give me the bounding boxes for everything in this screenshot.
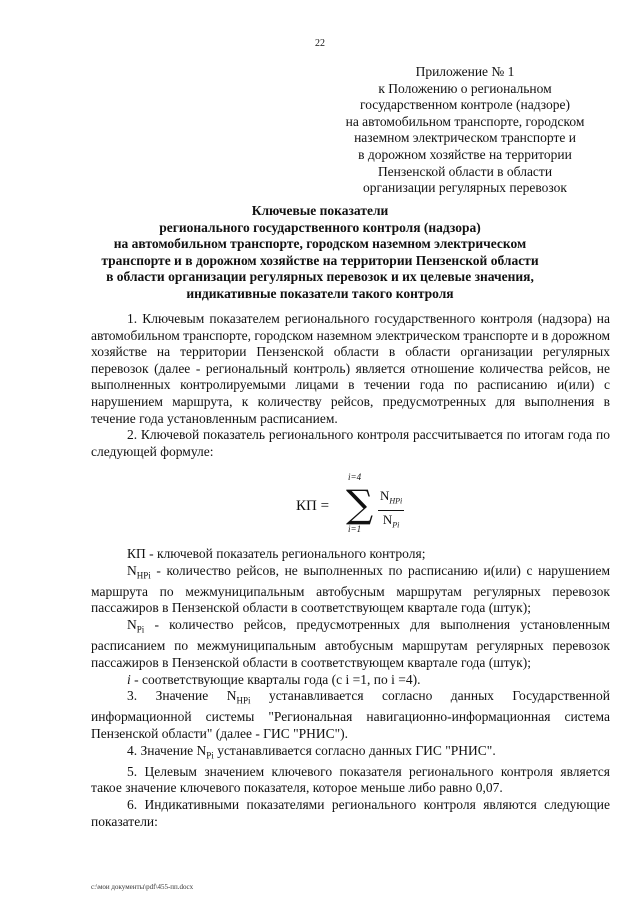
appendix-line: в дорожном хозяйстве на территории — [358, 146, 572, 162]
body-section-1 — [91, 311, 610, 460]
formula-num-subscript: НРi — [389, 496, 403, 506]
appendix-line: к Положению о региональном — [378, 80, 552, 96]
definition-nhp — [91, 563, 610, 617]
formula-upper-limit: i=4 — [348, 472, 362, 482]
paragraph-1: 1. Ключевым показателем регионального государственного контроля (надзора) на автомобильном транспорте, городском наземном электрическом транспорте и в дорожном хозяйстве на территории Пензенской области в области организации регулярных перевозок (далее - региональный контроль) является отношение количества рейсов, не выполненных контролируемыми лицами в течении года по расписанию и(или) с нарушением маршрута, к количеству рейсов, предусмотренных для выполнения в течение года установленным расписанием. — [91, 311, 610, 426]
np-symbol: N — [127, 617, 137, 633]
body-section-2 — [91, 546, 610, 830]
i-text: - соответствующие кварталы года (с i =1, по i =4). — [130, 671, 421, 687]
np-text: - количество рейсов, предусмотренных для выполнения установленным расписанием по межмуниципальным автобусным маршрутам регулярных перевозок пассажиров в Пензенской области в соответствующем квартале года (штук); — [91, 617, 610, 670]
definition-i — [91, 672, 610, 689]
formula-lhs: КП = — [296, 498, 330, 514]
nhp-symbol: N — [127, 562, 137, 578]
definition-kp: КП - ключевой показатель регионального контроля; — [127, 546, 426, 561]
p3-text: устанавливается согласно данных Государственной информационной системы "Региональная навигационно-информационная система Пензенской области" (далее - ГИС "РНИС"). — [91, 688, 610, 741]
page-number: 22 — [315, 38, 325, 49]
p4-subscript: Pi — [206, 750, 214, 761]
formula-den-symbol: N — [382, 511, 393, 527]
paragraph-3 — [91, 688, 610, 742]
title-line: регионального государственного контроля (надзора) — [159, 219, 481, 235]
formula-denominator — [378, 511, 404, 535]
paragraph-2: 2. Ключевой показатель регионального контроля рассчитывается по итогам года по следующей формуле: — [91, 427, 610, 459]
document-title — [70, 203, 570, 303]
i-symbol: i — [127, 671, 131, 687]
title-line: в области организации регулярных перевозок и их целевые значения, — [106, 269, 534, 285]
title-line: индикативные показатели такого контроля — [186, 285, 454, 301]
title-line: Ключевые показатели — [251, 203, 389, 218]
formula-den-subscript: Pi — [392, 520, 400, 530]
p3-start: 3. Значение N — [127, 688, 237, 704]
appendix-header — [300, 64, 630, 197]
appendix-line: Приложение № 1 — [415, 64, 515, 79]
np-subscript: Pi — [136, 624, 145, 635]
paragraph-5: 5. Целевым значением ключевого показателя регионального контроля является такое значение ключевого показателя, которое меньше либо равно 0,07. — [91, 763, 610, 796]
appendix-line: организации регулярных перевозок — [363, 180, 567, 196]
paragraph-4 — [91, 743, 610, 764]
formula-fraction — [378, 488, 404, 534]
p4-text: устанавливается согласно данных ГИС "РНИС". — [213, 742, 496, 758]
p4-start: 4. Значение N — [127, 742, 207, 758]
nhp-text: - количество рейсов, не выполненных по расписанию и(или) с нарушением маршрута по межмуниципальным автобусным маршрутам регулярных перевозок пассажиров в Пензенской области в соответствующем квартале года (штук); — [91, 562, 610, 616]
appendix-line: государственном контроле (надзоре) — [360, 97, 570, 113]
formula-numerator — [378, 488, 404, 511]
appendix-line: на автомобильном транспорте, городском — [345, 113, 585, 129]
file-path-footer: c:\мои документы\pdf\455-пп.docx — [91, 883, 194, 891]
title-line: на автомобильном транспорте, городском наземном электрическом — [113, 236, 527, 252]
title-line: транспорте и в дорожном хозяйстве на территории Пензенской области — [101, 252, 539, 268]
paragraph-6: 6. Индикативными показателями регионального контроля являются следующие показатели: — [91, 797, 610, 829]
formula-num-symbol: N — [380, 488, 390, 503]
definition-np — [91, 617, 610, 671]
formula-lower-limit: i=1 — [348, 524, 362, 534]
appendix-line: Пензенской области в области — [377, 163, 553, 179]
sum-sign: ∑ — [346, 482, 374, 526]
appendix-line: наземном электрическом транспорте и — [354, 130, 576, 146]
nhp-subscript: НРi — [136, 570, 151, 581]
p3-subscript: HPi — [236, 695, 251, 706]
